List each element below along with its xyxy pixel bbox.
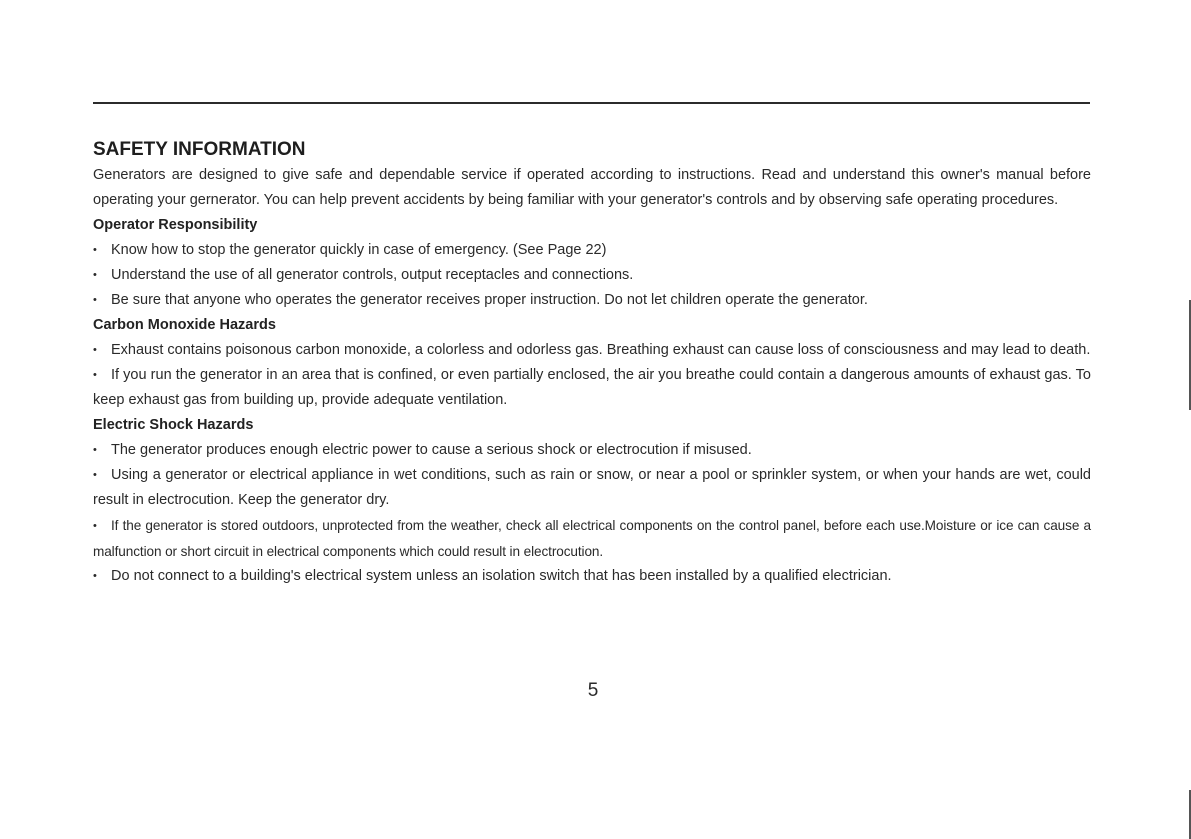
list-item: • The generator produces enough electric power to cause a serious shock or electrocution if misused. [93, 438, 1091, 463]
heading-operator-responsibility: Operator Responsibility [93, 217, 258, 233]
bullet-icon: • [93, 444, 97, 456]
list-item: • If the generator is stored outdoors, unprotected from the weather, check all electrical components on the control panel, before each use.Moisture or ice can cause a malfunction or short circuit in electrical components which could result in electrocution. [93, 513, 1091, 564]
bullet-icon: • [93, 369, 97, 381]
bullet-icon: • [93, 344, 97, 356]
heading-carbon-monoxide-hazards: Carbon Monoxide Hazards [93, 317, 276, 333]
operator-responsibility-list [93, 238, 1091, 313]
electric-shock-list [93, 438, 1091, 589]
list-item: • Understand the use of all generator controls, output receptacles and connections. [93, 263, 1091, 288]
page-number: 5 [587, 680, 599, 701]
bullet-icon: • [93, 570, 97, 582]
bullet-icon: • [93, 520, 97, 532]
safety-information-section [93, 137, 1091, 589]
list-item: • Using a generator or electrical appliance in wet conditions, such as rain or snow, or near a pool or sprinkler system, or when your hands are wet, could result in electrocution. Keep the generator dry. [93, 463, 1091, 513]
list-item: • Do not connect to a building's electrical system unless an isolation switch that has been installed by a qualified electrician. [93, 564, 1091, 589]
list-item: • Know how to stop the generator quickly in case of emergency. (See Page 22) [93, 238, 1091, 263]
carbon-monoxide-list [93, 338, 1091, 413]
list-item: • Be sure that anyone who operates the generator receives proper instruction. Do not let children operate the generator. [93, 288, 1091, 313]
heading-electric-shock-hazards: Electric Shock Hazards [93, 417, 254, 433]
top-rule [93, 102, 1090, 104]
list-item: • If you run the generator in an area that is confined, or even partially enclosed, the air you breathe could contain a dangerous amounts of exhaust gas. To keep exhaust gas from building up, provide adequate ventilation. [93, 363, 1091, 413]
list-item: • Exhaust contains poisonous carbon monoxide, a colorless and odorless gas. Breathing exhaust can cause loss of consciousness and may lead to death. [93, 338, 1091, 363]
bullet-icon: • [93, 294, 97, 306]
bullet-icon: • [93, 469, 97, 481]
bullet-icon: • [93, 244, 97, 256]
bullet-icon: • [93, 269, 97, 281]
page-title: SAFETY INFORMATION [93, 139, 306, 160]
intro-paragraph: Generators are designed to give safe and dependable service if operated according to instructions. Read and understand this owner's manual before operating your gernerator. You can help prevent accidents by being familiar with your generator's controls and by observing safe operating procedures. [93, 167, 1091, 208]
